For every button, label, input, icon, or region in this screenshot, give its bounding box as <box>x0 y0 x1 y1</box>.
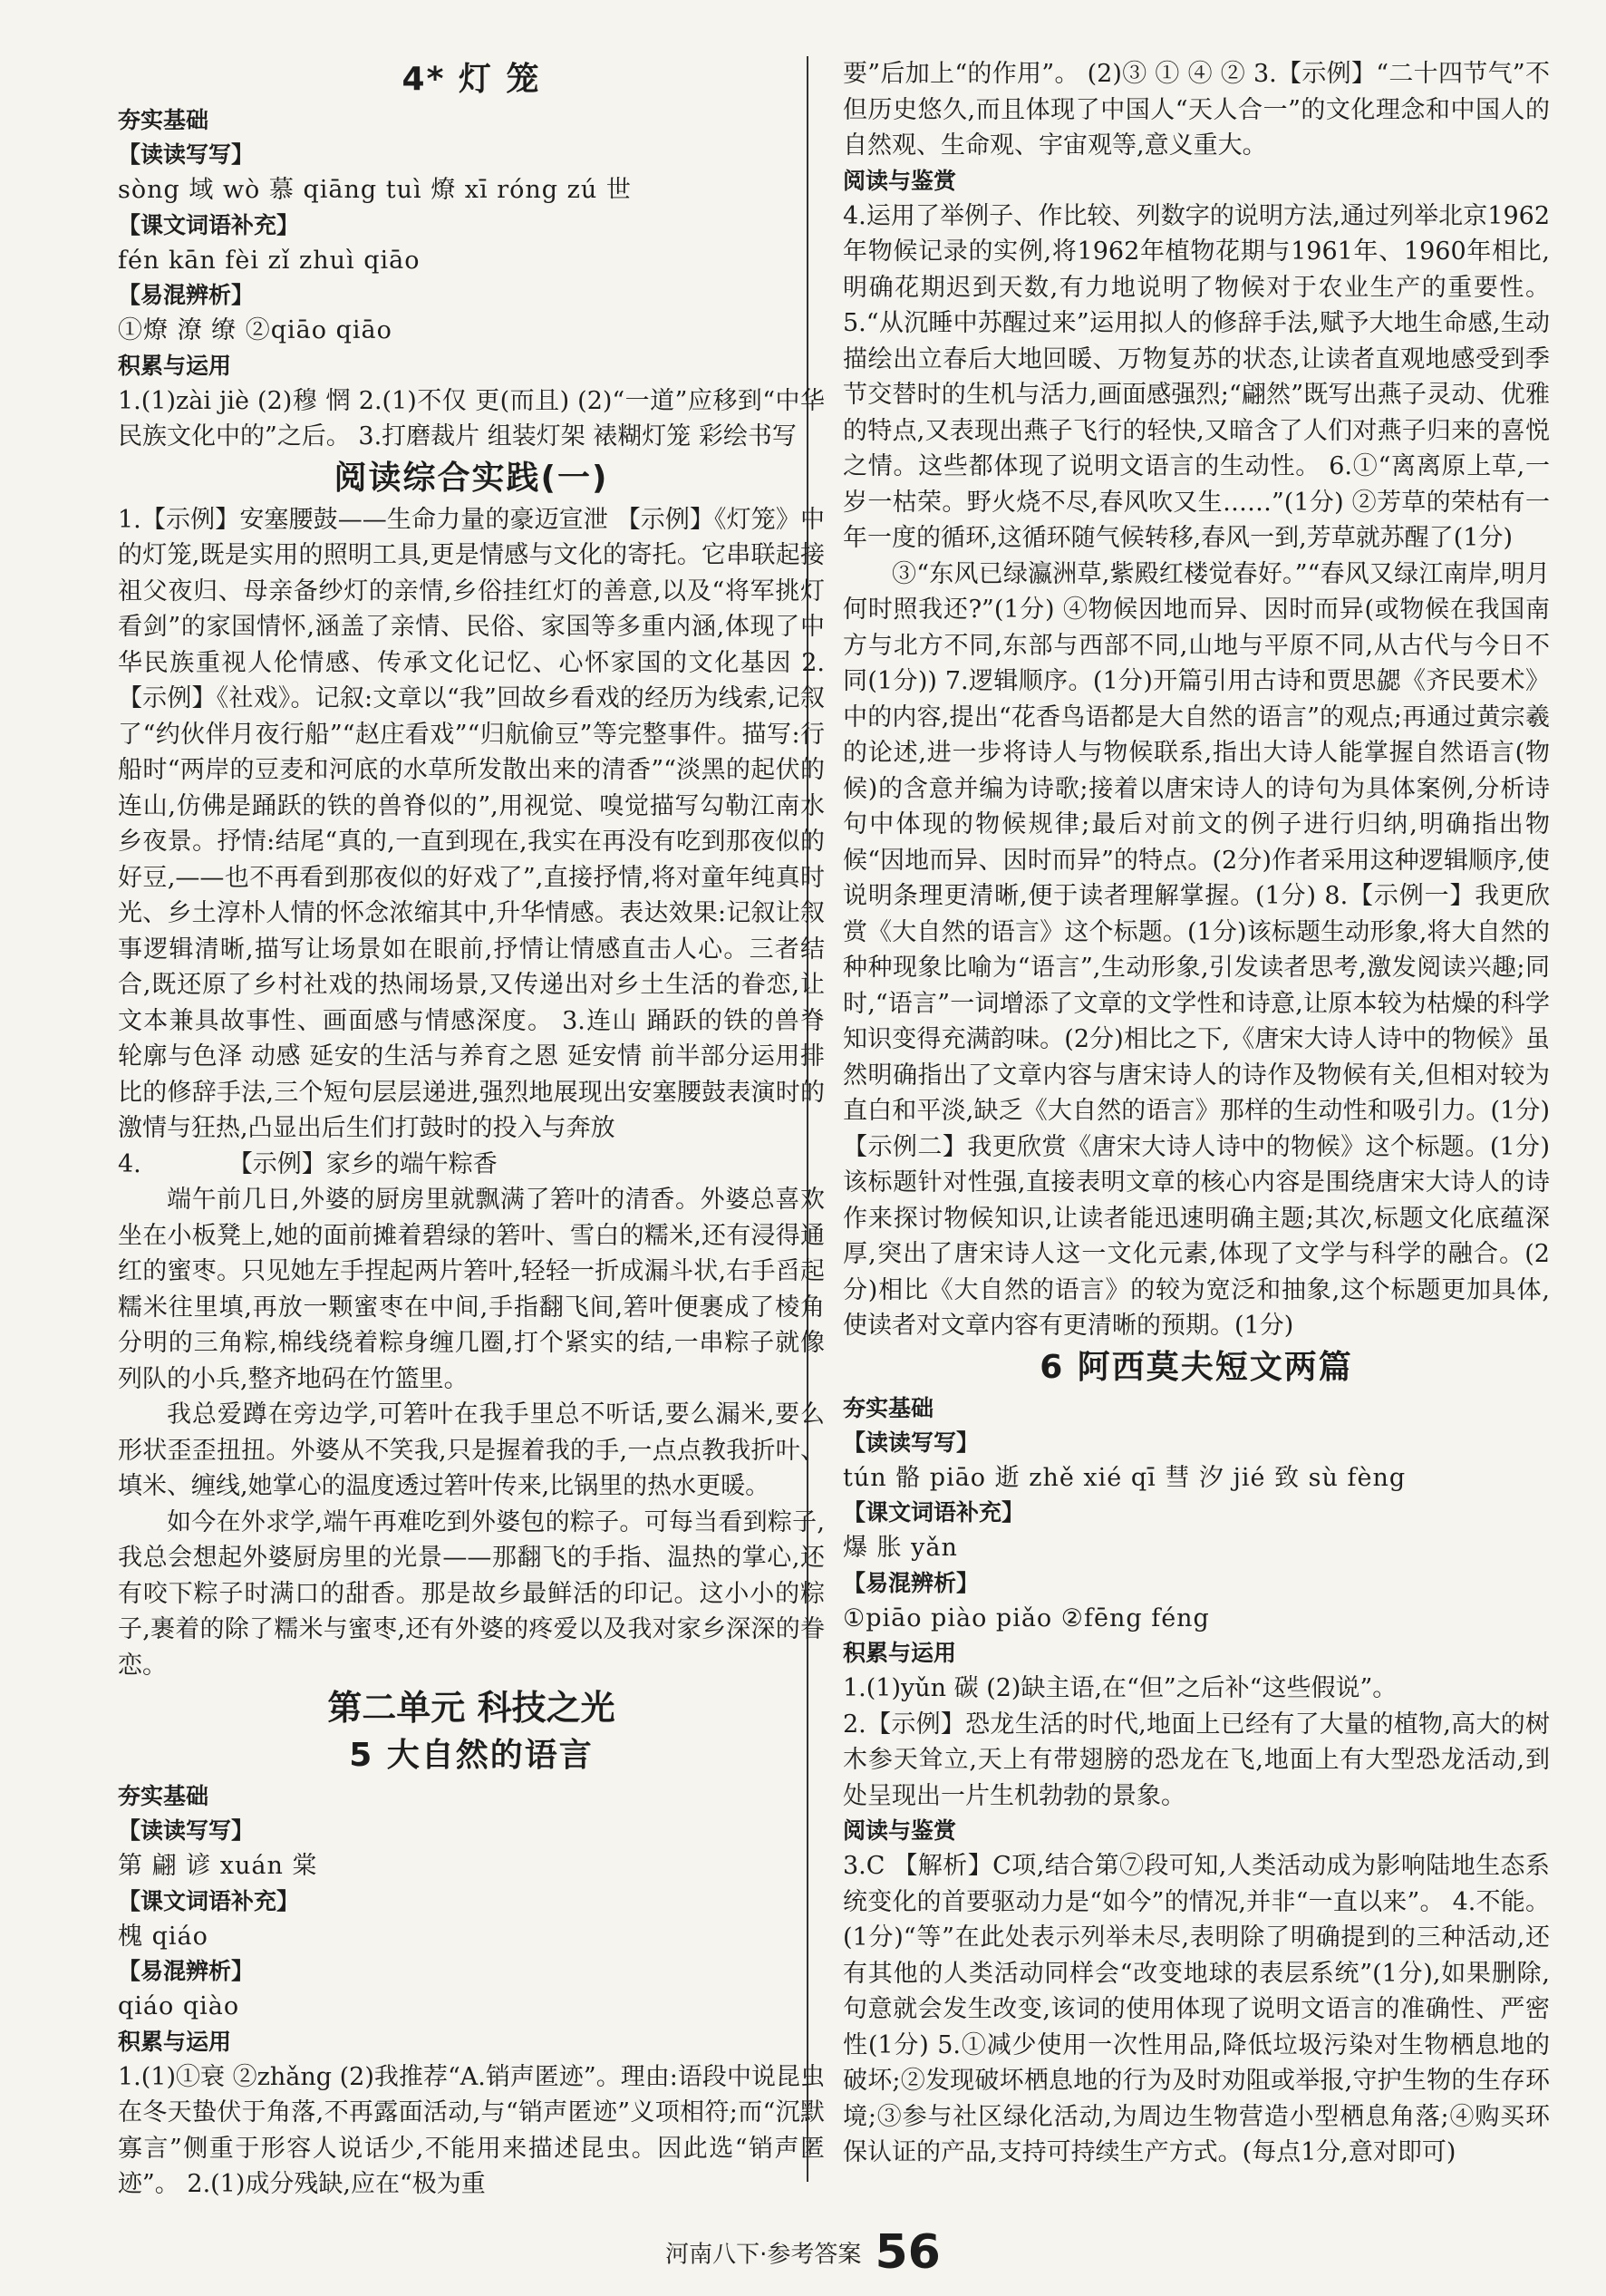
heading-read-write: 【读读写写】 <box>843 1429 980 1456</box>
vocab-answers: 槐 qiáo <box>118 1922 208 1951</box>
heading-confusables: 【易混辨析】 <box>118 1958 255 1984</box>
heading-read-write: 【读读写写】 <box>118 1817 255 1844</box>
confusables-answers: qiáo qiào <box>118 1992 240 2020</box>
confusables-answers: ①燎 潦 缭 ②qiāo qiāo <box>118 316 392 344</box>
heading-vocab: 【课文词语补充】 <box>843 1499 1025 1526</box>
practice-answers: 1.【示例】安塞腰鼓——生命力量的豪迈宣泄 【示例】《灯笼》中的灯笼,既是实用的照明工具,更是情感与文化的寄托。它串联起接祖父夜归、母亲备纱灯的亲情,乡俗挂红灯的善意,以及“将军挑灯看剑”的家国情怀,涵盖了亲情、民俗、家国等多重内涵,体现了中华民族重视人伦情感、传承文化记忆、心怀家国的文化基因 2.【示例】《社戏》。记叙:文章以“我”回故乡看戏的经历为线索,记叙了“约伙伴月夜行船”“赵庄看戏”“归航偷豆”等完整事件。描写:行船时“两岸的豆麦和河底的水草所发散出来的清香”“淡黑的起伏的连山,仿佛是踊跃的铁的兽脊似的”,用视觉、嗅觉描写勾勒江南水乡夜景。抒情:结尾“真的,一直到现在,我实在再没有吃到那夜似的好豆,——也不再看到那夜似的好戏了”,直接抒情,将对童年纯真时光、乡土淳朴人情的怀念浓缩其中,升华情感。表达效果:记叙让叙事逻辑清晰,描写让场景如在眼前,抒情让情感直击人心。三者结合,既还原了乡村社戏的热闹场景,又传递出对乡土生活的眷恋,让文本兼具故事性、画面感与情感深度。 3.连山 踊跃的铁的兽脊 轮廓与色泽 动感 延安的生活与养育之恩 延安情 前半部分运用排比的修辞手法,三个短句层层递进,强烈地展现出安塞腰鼓表演时的激情与狂热,凸显出后生们打鼓时的投入与奔放 <box>118 505 825 1142</box>
heading-vocab: 【课文词语补充】 <box>118 211 300 238</box>
continued-answers: 要”后加上“的作用”。 (2)③ ① ④ ② 3.【示例】“二十四节气”不但历史悠久,而且体现了中国人“天人合一”的文化理念和中国人的自然观、生命观、宇宙观等,意义重大。 <box>843 60 1550 160</box>
practice-q4-label: 4. <box>118 1149 141 1178</box>
page-footer <box>0 2225 1606 2280</box>
heading-confusables: 【易混辨析】 <box>118 282 255 308</box>
left-column <box>118 56 825 2203</box>
read-write-answers: sòng 域 wò 慕 qiāng tuì 燎 xī róng zú 世 <box>118 176 632 204</box>
heading-basics: 夯实基础 <box>118 107 209 133</box>
vocab-answers: fén kān fèi zǐ zhuì qiāo <box>118 246 421 275</box>
section-title-reading-practice: 阅读综合实践(一) <box>334 459 609 497</box>
practice-q4-title: 【示例】家乡的端午粽香 <box>227 1149 498 1178</box>
right-column <box>843 56 1550 2171</box>
section-title-asimov: 6 阿西莫夫短文两篇 <box>1040 1348 1353 1386</box>
accumulate-answers: 1.(1)zài jiè (2)穆 惘 2.(1)不仅 更(而且) (2)“一道”应移到“中华民族文化中的”之后。 3.打磨裁片 组装灯架 裱糊灯笼 彩绘书写 <box>118 386 825 450</box>
footer-label: 河南八下·参考答案 <box>665 2241 862 2269</box>
page-number: 56 <box>875 2225 941 2280</box>
read-write-answers: tún 骼 piāo 逝 zhě xié qī 彗 汐 jié 致 sù fèng <box>843 1463 1407 1492</box>
heading-basics: 夯实基础 <box>118 1783 209 1809</box>
heading-reading: 阅读与鉴赏 <box>843 167 957 194</box>
unit-title: 第二单元 科技之光 <box>327 1688 615 1728</box>
heading-basics: 夯实基础 <box>843 1394 934 1421</box>
essay-paragraph: 如今在外求学,端午再难吃到外婆包的粽子。可每当看到粽子,我总会想起外婆厨房里的光景——那翻飞的手指、温热的掌心,还有咬下粽子时满口的甜香。那是故乡最鲜活的印记。这小小的粽子,裹着的除了糯米与蜜枣,还有外婆的疼爱以及我对家乡深深的眷恋。 <box>118 1507 825 1680</box>
heading-read-write: 【读读写写】 <box>118 141 255 168</box>
essay-paragraph: 我总爱蹲在旁边学,可箬叶在我手里总不听话,要么漏米,要么形状歪歪扭扭。外婆从不笑我,只是握着我的手,一点点教我折叶、填米、缠线,她掌心的温度透过箬叶传来,比锅里的热水更暖。 <box>118 1400 825 1500</box>
heading-vocab: 【课文词语补充】 <box>118 1887 300 1914</box>
heading-accumulate: 积累与运用 <box>118 2028 232 2055</box>
practice-q4-line <box>118 1147 825 1183</box>
read-write-answers: 第 翩 谚 xuán 棠 <box>118 1852 318 1880</box>
reading-answers: 3.C 【解析】C项,结合第⑦段可知,人类活动成为影响陆地生态系统变化的首要驱动力是“如今”的情况,并非“一直以来”。 4.不能。(1分)“等”在此处表示列举未尽,表明除了明确提到的三种活动,还有其他的人类活动同样会“改变地球的表层系统”(1分),如果删除,句意就会发生改变,该词的使用体现了说明文语言的准确性、严密性(1分) 5.①减少使用一次性用品,降低垃圾污染对生物栖息地的破坏;②发现破坏栖息地的行为及时劝阻或举报,守护生物的生存环境;③参与社区绿化活动,为周边生物营造小型栖息角落;④购买环保认证的产品,支持可持续生产方式。(每点1分,意对即可) <box>843 1852 1550 2166</box>
heading-accumulate: 积累与运用 <box>118 352 232 379</box>
reading-answers: ③“东风已绿瀛洲草,紫殿红楼觉春好。”“春风又绿江南岸,明月何时照我还?”(1分) ④物候因地而异、因时而异(或物候在我国南方与北方不同,东部与西部不同,山地与平原不同,从古代与今日不同(1分)) 7.逻辑顺序。(1分)开篇引用古诗和贾思勰《齐民要术》中的内容,提出“花香鸟语都是大自然的语言”的观点;再通过黄宗羲的论述,进一步将诗人与物候联系,指出大诗人能掌握自然语言(物候)的含意并编为诗歌;接着以唐宋诗人的诗句为具体案例,分析诗句中体现的物候规律;最后对前文的例子进行归纳,明确指出物候“因地而异、因时而异”的特点。(2分)作者采用这种逻辑顺序,使说明条理更清晰,便于读者理解掌握。(1分) 8.【示例一】我更欣赏《大自然的语言》这个标题。(1分)该标题生动形象,将大自然的种种现象比喻为“语言”,生动形象,引发读者思考,激发阅读兴趣;同时,“语言”一词增添了文章的文学性和诗意,让原本较为枯燥的科学知识变得充满韵味。(2分)相比之下,《唐宋大诗人诗中的物候》虽然明确指出了文章内容与唐宋诗人的诗作及物候有关,但相对较为直白和平淡,缺乏《大自然的语言》那样的生动性和吸引力。(1分)【示例二】我更欣赏《唐宋大诗人诗中的物候》这个标题。(1分)该标题针对性强,直接表明文章的核心内容是围绕唐宋大诗人的诗作来探讨物候知识,让读者能迅速明确主题;其次,标题文化底蕴深厚,突出了唐宋诗人这一文化元素,体现了文学与科学的融合。(2分)相比《大自然的语言》的较为宽泛和抽象,这个标题更加具体,使读者对文章内容有更清晰的预期。(1分) <box>843 559 1550 1340</box>
accumulate-answers: 1.(1)yǔn 碳 (2)缺主语,在“但”之后补“这些假说”。 <box>843 1674 1398 1702</box>
heading-reading: 阅读与鉴赏 <box>843 1817 957 1844</box>
accumulate-answers: 1.(1)①衰 ②zhǎng (2)我推荐“A.销声匿迹”。理由:语段中说昆虫在冬天蛰伏于角落,不再露面活动,与“销声匿迹”义项相符;而“沉默寡言”侧重于形容人说话少,不能用来描述昆虫。因此选“销声匿迹”。 2.(1)成分残缺,应在“极为重 <box>118 2062 825 2198</box>
essay-paragraph: 端午前几日,外婆的厨房里就飘满了箬叶的清香。外婆总喜欢坐在小板凳上,她的面前摊着碧绿的箬叶、雪白的糯米,还有浸得通红的蜜枣。只见她左手捏起两片箬叶,轻轻一折成漏斗状,右手舀起糯米往里填,再放一颗蜜枣在中间,手指翻飞间,箬叶便裹成了棱角分明的三角粽,棉线绕着粽身缠几圈,打个紧实的结,一串粽子就像列队的小兵,整齐地码在竹篮里。 <box>118 1186 825 1393</box>
accumulate-answers: 2.【示例】恐龙生活的时代,地面上已经有了大量的植物,高大的树木参天耸立,天上有带翅膀的恐龙在飞,地面上有大型恐龙活动,到处呈现出一片生机勃勃的景象。 <box>843 1710 1550 1810</box>
reading-answers: 4.运用了举例子、作比较、列数字的说明方法,通过列举北京1962年物候记录的实例,将1962年植物花期与1961年、1960年相比,明确花期迟到天数,有力地说明了物候对于农业生产的重要性。 5.“从沉睡中苏醒过来”运用拟人的修辞手法,赋予大地生命感,生动描绘出立春后大地回暖、万物复苏的状态,让读者直观地感受到季节交替时的生机与活力,画面感强烈;“翩然”既写出燕子灵动、优雅的特点,又表现出燕子飞行的轻快,又暗含了人们对燕子归来的喜悦之情。这些都体现了说明文语言的生动性。 6.①“离离原上草,一岁一枯荣。野火烧不尽,春风吹又生……”(1分) ②芳草的荣枯有一年一度的循环,这循环随气候转移,春风一到,芳草就苏醒了(1分) <box>843 201 1550 552</box>
section-title-lantern: 4* 灯 笼 <box>402 61 541 98</box>
confusables-answers: ①piāo piào piǎo ②fēng féng <box>843 1603 1210 1632</box>
heading-confusables: 【易混辨析】 <box>843 1569 980 1596</box>
vocab-answers: 爆 胀 yǎn <box>843 1534 958 1562</box>
section-title-nature-language: 5 大自然的语言 <box>349 1737 594 1774</box>
heading-accumulate: 积累与运用 <box>843 1640 957 1666</box>
